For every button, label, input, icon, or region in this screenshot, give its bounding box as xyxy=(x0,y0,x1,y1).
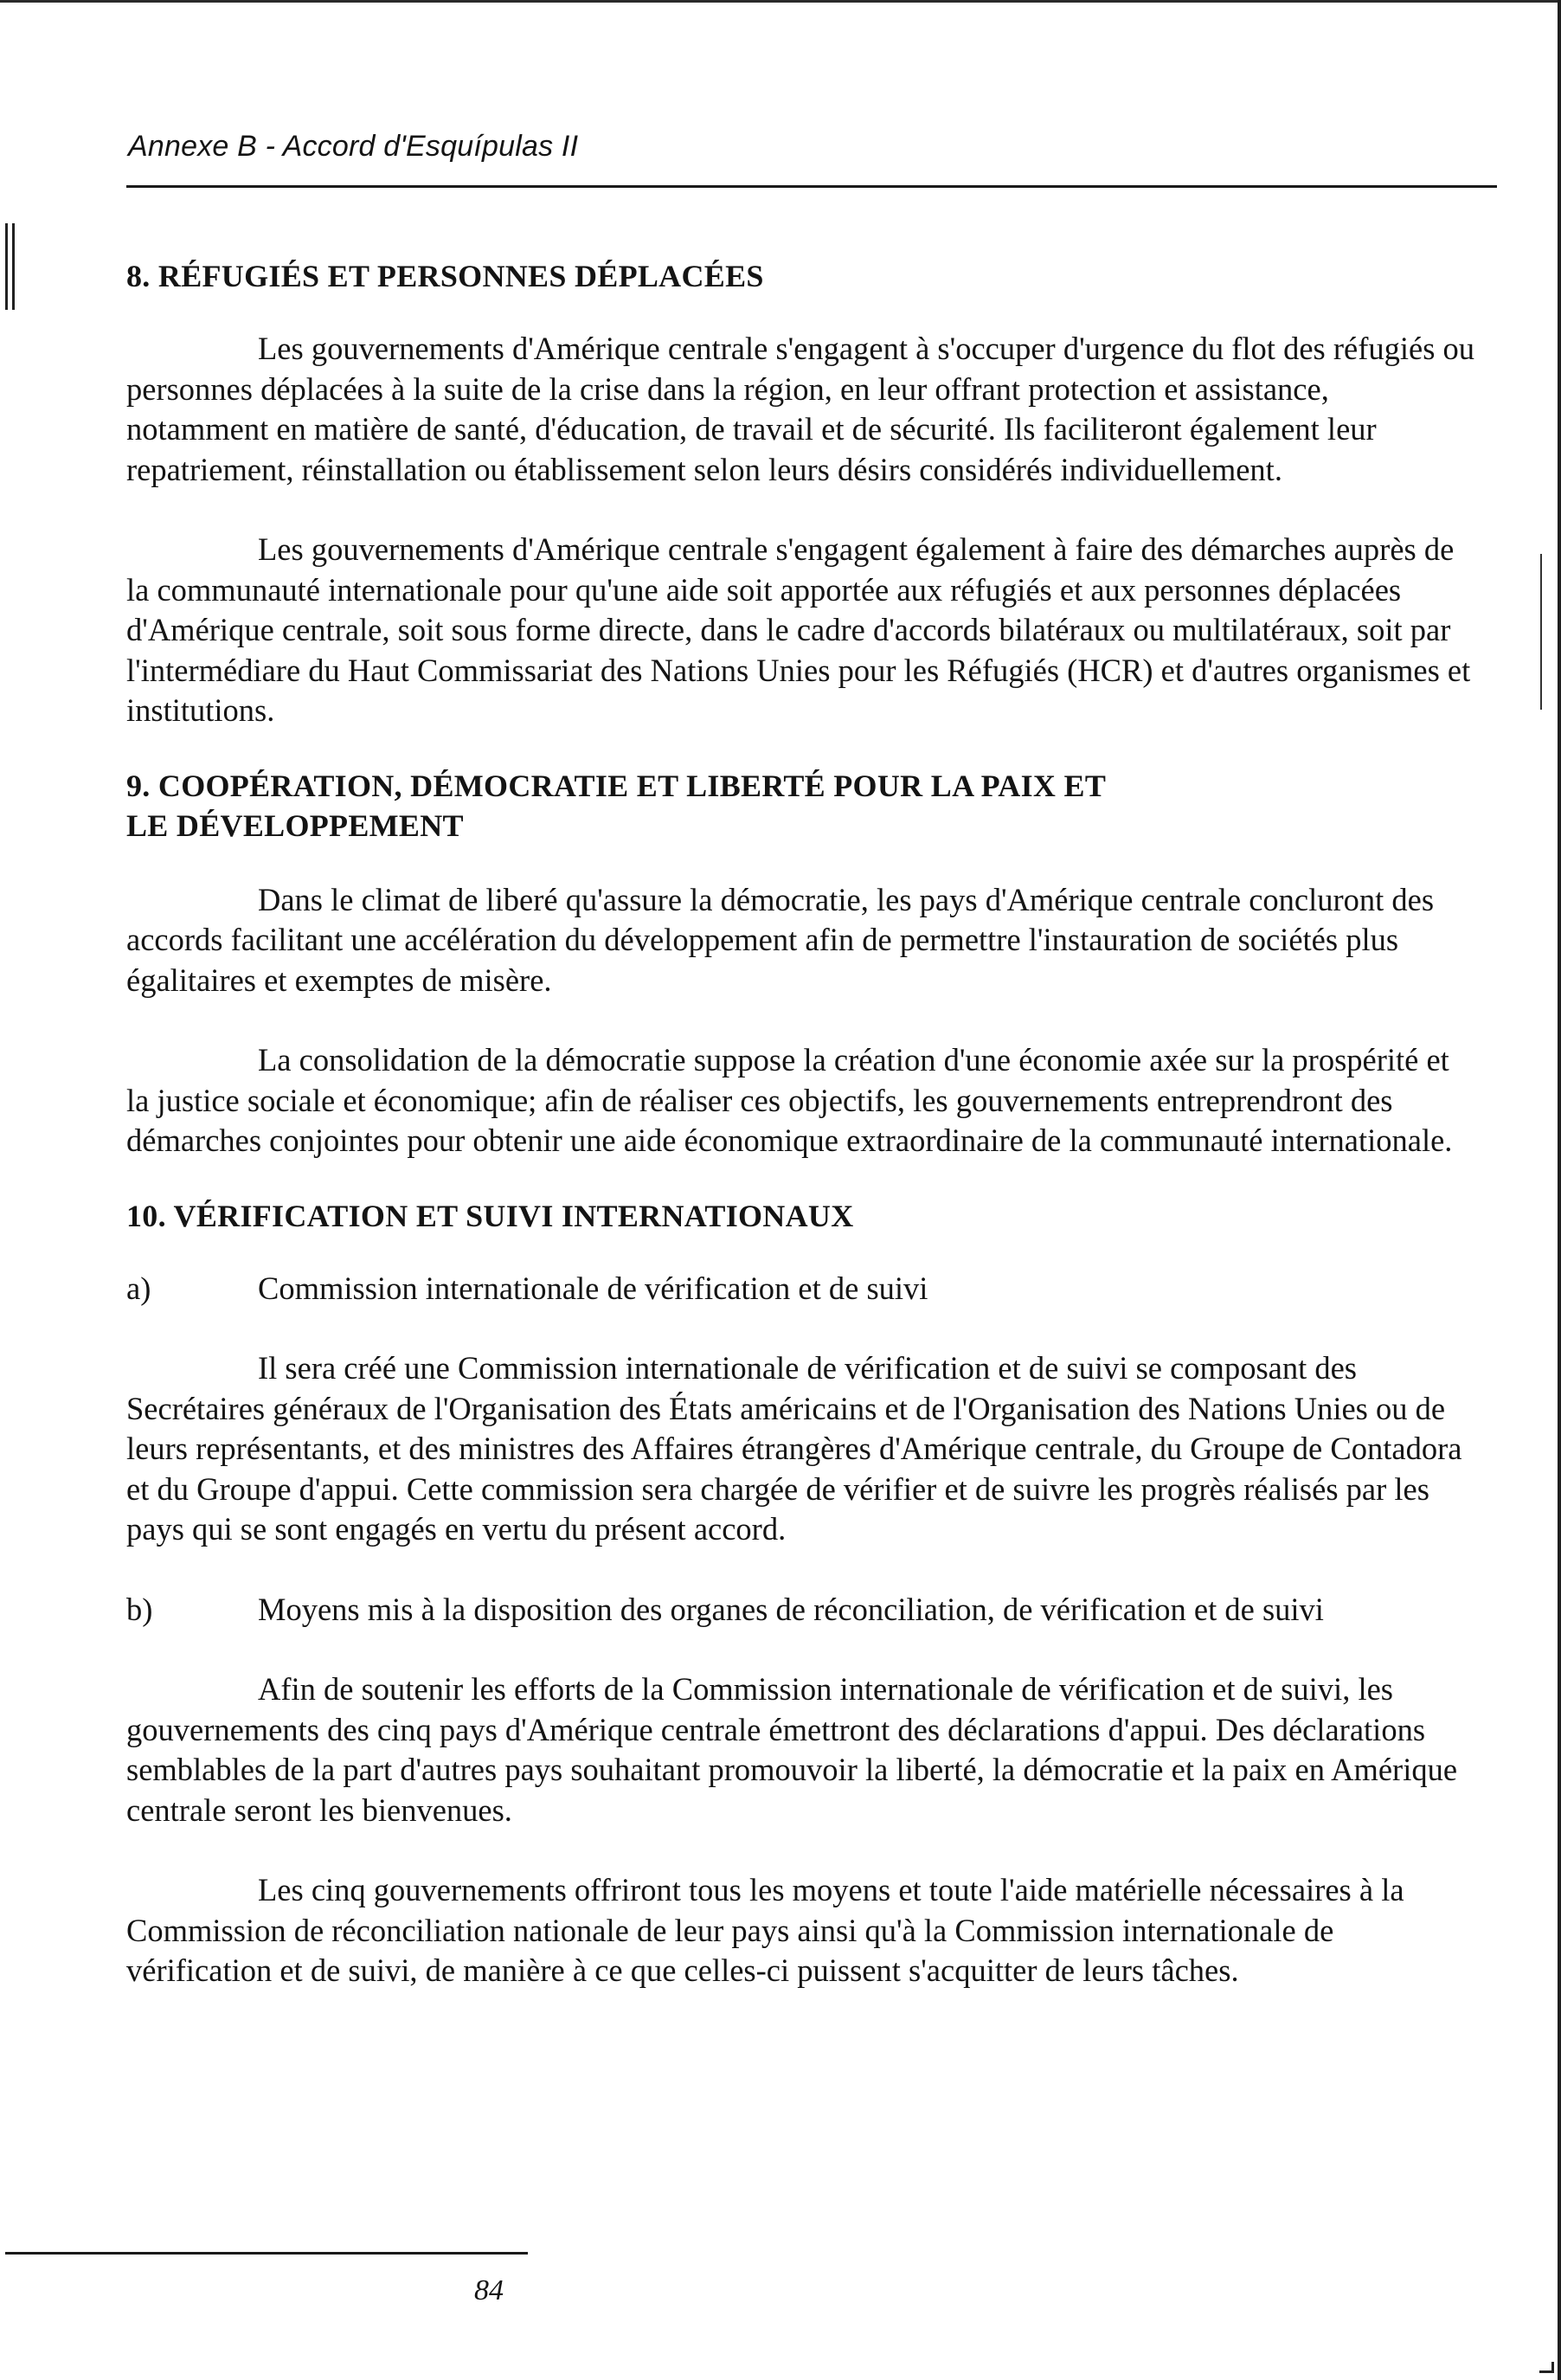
section-9-paragraph-1: Dans le climat de liberé qu'assure la démocratie, les pays d'Amérique centrale concluront des accords facilitant une accélération du développement afin de permettre l'instauration de sociétés plus égalitaires et exemptes de misère. xyxy=(126,881,1435,998)
subsection-a-heading xyxy=(126,1269,1476,1309)
section-9-title-line-2: LE DÉVELOPPEMENT xyxy=(126,807,464,843)
running-header: Annexe B - Accord d'Esquípulas II xyxy=(128,130,579,163)
section-8-title: 8. RÉFUGIÉS ET PERSONNES DÉPLACÉES xyxy=(126,259,764,293)
section-9-paragraph-2: La consolidation de la démocratie suppose la création d'une économie axée sur la prospérité et la justice sociale et économique; afin de réaliser ces objectifs, les gouvernements entreprendront des démarches conjointes pour obtenir une aide économique extraordinaire de la communauté internationale. xyxy=(126,1042,1453,1158)
section-10-title: 10. VÉRIFICATION ET SUIVI INTERNATIONAUX xyxy=(126,1198,854,1233)
header-rule xyxy=(126,185,1497,188)
subsection-b-paragraph-2: Les cinq gouvernements offriront tous les moyens et toute l'aide matérielle nécessaires à la Commission de réconciliation nationale de leur pays ainsi qu'à la Commission internationale de vérification et de suivi, de manière à ce que celles-ci puissent s'acquitter de leurs tâches. xyxy=(126,1872,1404,1988)
section-8-paragraph-1: Les gouvernements d'Amérique centrale s'engagent à s'occuper d'urgence du flot des réfugiés ou personnes déplacées à la suite de la crise dans la région, en leur offrant protection et assistance, notamment en matière de santé, d'éducation, de travail et de sécurité. Ils faciliteront également leur repatriement, réinstallation ou établissement selon leurs désirs considérés individuellement. xyxy=(126,331,1475,487)
section-9-title xyxy=(126,766,1476,846)
subsection-a-label: Commission internationale de vérification et de suivi xyxy=(258,1270,928,1306)
page-content xyxy=(126,256,1476,2031)
section-8-paragraph-2: Les gouvernements d'Amérique centrale s'engagent également à faire des démarches auprès de la communauté internationale pour qu'une aide soit apportée aux réfugiés et aux personnes déplacées d'Amérique centrale, soit sous forme directe, dans le cadre d'accords bilatéraux ou multilatéraux, soit par l'intermédiare du Haut Commissariat des Nations Unies pour les Réfugiés (HCR) et d'autres organismes et institutions. xyxy=(126,531,1471,728)
scan-edge-top xyxy=(0,0,1561,3)
subsection-b-label: Moyens mis à la disposition des organes de réconciliation, de vérification et de suivi xyxy=(258,1591,1324,1627)
subsection-b-marker: b) xyxy=(126,1591,153,1627)
subsection-a-marker: a) xyxy=(126,1270,151,1306)
subsection-b-heading xyxy=(126,1590,1476,1631)
section-9-title-line-1: 9. COOPÉRATION, DÉMOCRATIE ET LIBERTÉ POUR LA PAIX ET xyxy=(126,768,1107,803)
subsection-b-paragraph-1: Afin de soutenir les efforts de la Commission internationale de vérification et de suivi, les gouvernements des cinq pays d'Amérique centrale émettront des déclarations d'appui. Des déclarations semblables de la part d'autres pays souhaitant promouvoir la liberté, la démocratie et la paix en Amérique centrale seront les bienvenues. xyxy=(126,1671,1458,1828)
scan-corner-mark xyxy=(1539,2362,1554,2373)
scan-margin-mark xyxy=(1540,554,1542,710)
footer-rule xyxy=(5,2252,528,2255)
scan-margin-marks xyxy=(5,223,14,310)
page-number: 84 xyxy=(474,2274,504,2306)
subsection-a-paragraph-1: Il sera créé une Commission internationale de vérification et de suivi se composant des Secrétaires généraux de l'Organisation des États américains et de l'Organisation des Nations Unies ou de leurs représentants, et des ministres des Affaires étrangères d'Amérique centrale, du Groupe de Contadora et du Groupe d'appui. Cette commission sera chargée de vérifier et de suivre les progrès réalisés par les pays qui se sont engagés en vertu du présent accord. xyxy=(126,1350,1462,1547)
scan-edge-right xyxy=(1558,0,1561,2380)
